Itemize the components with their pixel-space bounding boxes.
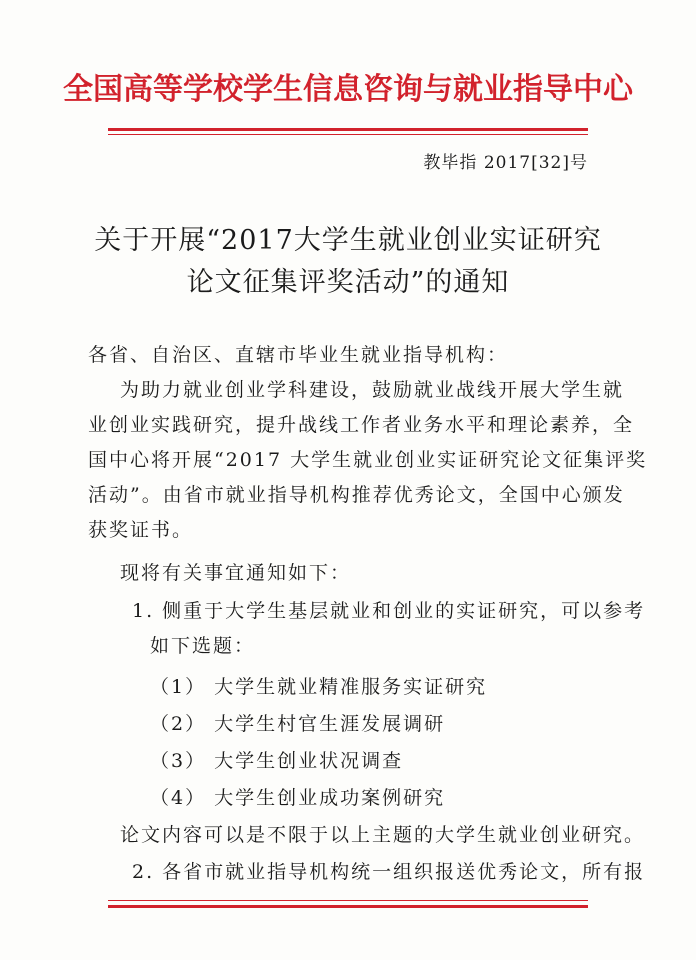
topic-item: （4） 大学生创业成功案例研究	[150, 787, 446, 809]
body-line: 国中心将开展“2017 大学生就业创业实证研究论文征集评奖	[88, 449, 648, 471]
document-title-line-1: 关于开展“2017大学生就业创业实证研究	[94, 225, 602, 256]
item-1-line-1: 1. 侧重于大学生基层就业和创业的实证研究，可以参考	[132, 600, 646, 622]
letterhead-rule-thin	[108, 134, 588, 135]
footer-rule-thick	[108, 905, 588, 908]
body-line: 为助力就业创业学科建设，鼓励就业战线开展大学生就	[120, 379, 625, 401]
document-number: 教毕指 2017[32]号	[423, 153, 588, 173]
body-line: 活动”。由省市就业指导机构推荐优秀论文，全国中心颁发	[88, 484, 625, 506]
body-line: 获奖证书。	[88, 519, 194, 541]
letterhead-org-name: 全国高等学校学生信息咨询与就业指导中心	[63, 72, 633, 107]
item-2-line-1: 2. 各省市就业指导机构统一组织报送优秀论文，所有报	[132, 861, 646, 883]
topic-item: （1） 大学生就业精准服务实证研究	[150, 676, 488, 698]
body-line: 业创业实践研究，提升战线工作者业务水平和理论素养，全	[88, 414, 635, 436]
document-title-line-2: 论文征集评奖活动”的通知	[186, 267, 510, 298]
topic-item: （3） 大学生创业状况调查	[150, 750, 404, 772]
item-1-line-2: 如下选题：	[150, 635, 256, 657]
footer-rule-thin	[108, 900, 588, 901]
salutation: 各省、自治区、直辖市毕业生就业指导机构：	[88, 344, 509, 366]
scope-line: 论文内容可以是不限于以上主题的大学生就业创业研究。	[120, 824, 646, 846]
topic-item: （2） 大学生村官生涯发展调研	[150, 713, 446, 735]
letterhead-rule-thick	[108, 128, 588, 131]
notice-intro: 现将有关事宜通知如下：	[120, 562, 352, 584]
